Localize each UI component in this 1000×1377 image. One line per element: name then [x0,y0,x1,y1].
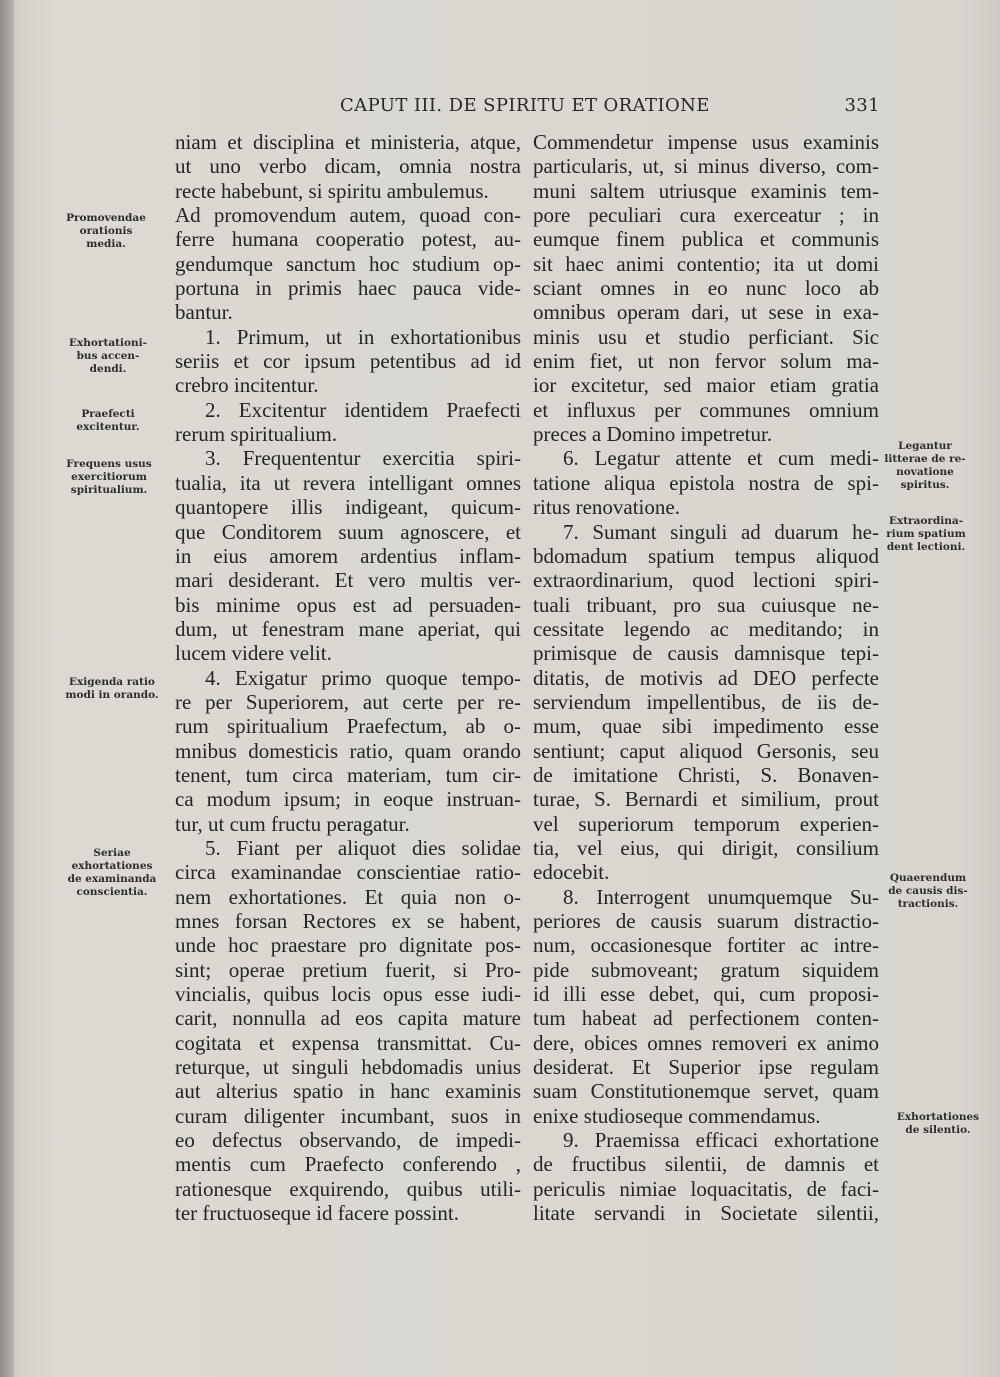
margin-note-frequens-usus [60,458,158,497]
page-binding-shadow [0,0,14,1377]
margin-note-promovendae [58,212,154,251]
text-line: omnibus operam dari, ut sese in exa- [533,300,879,325]
text-line: periores de causis suarum distractio- [533,909,879,933]
margin-note-line: Promovendae [66,212,146,224]
text-line: seriis et cor ipsum petentibus ad id [175,349,521,374]
margin-note-line: Frequens usus [66,458,152,470]
margin-note-line: Exhortationes [896,1111,980,1123]
text-line: extraordinarium, quod lectioni spiri- [533,568,879,593]
margin-note-line: Seriae [93,847,131,859]
text-line: primisque de causis damnisque tepi- [533,641,879,666]
margin-note-exigenda-ratio [60,676,164,702]
text-line: vel superiorum temporum experien- [533,811,879,836]
margin-note-line: bus accen- [76,350,140,362]
right-text-column [533,130,879,1225]
margin-note-line: spiritus. [900,479,950,491]
text-line: 5. Fiant per aliquot dies solidae [205,835,521,860]
text-line: de fructibus silentii, de damnis et [533,1152,879,1177]
text-line: enixe studioseque commendamus. [533,1103,821,1128]
text-line: bdomadum spatium tempus aliquod [533,543,879,568]
margin-note-exhortationibus [62,337,154,376]
text-line: rerum spiritualium. [175,422,338,447]
text-line: carit, nonnulla ad eos capita mature [175,1006,521,1031]
text-line: mentis cum Praefecto conferendo , [175,1152,521,1177]
margin-note-line: exhortationes [71,860,153,872]
margin-note-line: modi in orando. [65,689,159,701]
margin-note-line: Exigenda ratio [69,676,155,688]
text-line: 6. Legatur attente et cum medi- [563,446,879,471]
text-line: pide submoveant; gratum siquidem [533,957,879,982]
text-line: et influxus per communes omnium [533,397,879,422]
margin-note-line: litterae de re- [884,453,966,465]
text-line: sint; operae pretium fuerit, si Pro- [175,957,521,982]
text-line: minis usu et studio perficiant. Sic [533,324,879,349]
margin-note-line: Praefecti [81,408,135,420]
text-line: lucem videre velit. [175,641,332,666]
margin-note-line: orationis [79,225,133,237]
text-line: Ad promovendum autem, quoad con- [175,203,521,228]
margin-note-line: exercitiorum [71,471,147,483]
text-line: dum, ut fenestram mane aperiat, qui [175,616,521,641]
text-line: 9. Praemissa efficaci exhortatione [563,1128,879,1153]
text-line: returque, ut singuli hebdomadis unius [175,1055,521,1080]
text-line: serviendum impellentibus, de iis de- [533,689,879,714]
text-line: Commendetur impense usus examinis [533,130,879,154]
text-line: vincialis, quibus locis opus esse iudi- [175,982,521,1007]
margin-note-line: tractionis. [897,898,959,910]
text-line: sentiunt; caput aliquod Gersonis, seu [533,738,879,763]
margin-note-line: Legantur [898,440,952,452]
text-line: mnibus domesticis ratio, quam orando [175,738,521,763]
chapter-title: CAPUT III. DE SPIRITU ET ORATIONE [340,95,710,116]
text-line: nem exhortationes. Et quia non o- [175,884,521,909]
margin-note-line: excitentur. [76,421,140,433]
text-line: bantur. [175,300,233,325]
text-line: mari desiderant. Et vero multis ver- [175,568,521,593]
margin-note-line: spiritualium. [70,484,148,496]
text-line: crebro incitentur. [175,373,319,398]
margin-note-line: dendi. [89,363,127,375]
text-line: quantopere illis indigeant, quicum- [175,495,521,520]
margin-note-exhortationes-silentio [888,1111,988,1137]
text-line: rum spiritualium Praefectum, ab o- [175,714,521,739]
text-line: tenent, tum circa materiam, tum cir- [175,762,521,787]
text-line: sciant omnes in eo nunc loco ab [533,276,879,301]
text-line: litate servandi in Societate silentii, [533,1201,879,1226]
text-line: ritus renovatione. [533,495,680,520]
text-line: curam diligenter incumbant, suos in [175,1103,521,1128]
margin-note-line: novatione [896,466,954,478]
text-line: rationesque exquirendo, quibus utili- [175,1176,521,1201]
text-line: 3. Frequententur exercitia spiri- [205,446,521,471]
text-line: cogitata et expensa transmittat. Cu- [175,1030,521,1055]
text-line: periculis nimiae loquacitatis, de faci- [533,1176,879,1201]
text-line: turae, S. Bernardi et similium, prout [533,787,879,812]
text-line: desiderat. Et Superior ipse regulam [533,1055,879,1080]
margin-note-quaerendum [880,872,976,911]
text-line: mnes forsan Rectores ex se habent, [175,909,521,933]
text-line: 4. Exigatur primo quoque tempo- [205,665,521,690]
text-line: ferre humana cooperatio potest, au- [175,227,521,252]
text-line: ior excitetur, sed maior etiam gratia [533,373,879,398]
text-line: circa examinandae conscientiae ratio- [175,860,521,885]
margin-note-seriae-exhortationes [64,847,160,899]
margin-note-legantur [878,440,972,492]
margin-note-line: Exhortationi- [69,337,147,349]
text-line: que Conditorem suum agnoscere, et [175,519,521,544]
margin-note-line: Extraordina- [888,515,964,527]
text-line: edocebit. [533,860,610,885]
text-line: tuali tribuant, pro sua cuiusque ne- [533,592,879,617]
running-header [340,95,880,121]
text-line: ut uno verbo dicam, omnia nostra [175,154,521,179]
margin-note-line: rium spatium [886,528,966,540]
page-number: 331 [844,95,880,116]
margin-note-line: de causis dis- [888,885,968,897]
text-line: dere, obices omnes removeri ex animo [533,1030,879,1055]
text-line: pore peculiari cura exerceatur ; in [533,203,879,228]
text-line: tualia, ita ut revera intelligant omnes [175,470,521,495]
text-line: tur, ut cum fructu peragatur. [175,811,410,836]
text-line: tum habeat ad perfectionem conten- [533,1006,879,1031]
text-line: de imitatione Christi, S. Bonaven- [533,762,879,787]
text-line: niam et disciplina et ministeria, atque, [175,130,521,154]
left-text-column [175,130,521,1225]
text-line: portuna in primis haec pauca vide- [175,276,521,301]
text-line: unde hoc praestare pro dignitate pos- [175,933,521,958]
margin-note-line: de examinanda [67,873,157,885]
text-line: mum, quae sibi impedimento esse [533,714,879,739]
text-line: particularis, ut, si minus diverso, com- [533,154,879,179]
text-line: eumque finem publica et communis [533,227,879,252]
text-line: id illi esse debet, qui, cum proposi- [533,982,879,1007]
margin-note-line: de silentio. [905,1124,971,1136]
margin-note-extraordinarium [880,515,972,554]
text-line: re per Superiorem, aut certe per re- [175,689,521,714]
text-line: aut alterius spatio in hanc examinis [175,1079,521,1104]
text-line: enim fiet, ut non fervor solum ma- [533,349,879,374]
text-line: cessitate legendo ac meditando; in [533,616,879,641]
text-line: eo defectus observando, de impedi- [175,1128,521,1153]
text-line: ter fructuoseque id facere possint. [175,1201,459,1226]
margin-note-line: Quaerendum [889,872,967,884]
margin-note-praefecti [66,408,150,434]
margin-note-line: conscientia. [76,886,148,898]
text-line: 8. Interrogent unumquemque Su- [563,884,879,909]
text-line: suam Constitutionemque servet, quam [533,1079,879,1104]
text-line: sit haec animi contentio; ita ut domi [533,251,879,276]
text-line: ca modum ipsum; in eoque instruan- [175,787,521,812]
margin-note-line: media. [86,238,126,250]
text-line: in eius amorem ardentius inflam- [175,543,521,568]
text-line: bis minime opus est ad persuaden- [175,592,521,617]
text-line: gendumque sanctum hoc studium op- [175,251,521,276]
margin-note-line: dent lectioni. [886,541,966,553]
text-line: ditatis, de motivis ad DEO perfecte [533,665,879,690]
text-line: tatione aliqua epistola nostra de spi- [533,470,879,495]
text-line: num, occasionesque fortiter ac intre- [533,933,879,958]
text-line: recte habebunt, si spiritu ambulemus. [175,178,489,203]
text-line: 1. Primum, ut in exhortationibus [205,324,521,349]
text-line: 7. Sumant singuli ad duarum he- [563,519,879,544]
text-line: 2. Excitentur identidem Praefecti [205,397,521,422]
text-line: muni saltem utriusque examinis tem- [533,178,879,203]
text-line: preces a Domino impetretur. [533,422,773,447]
text-line: tia, vel eius, qui dirigit, consilium [533,835,879,860]
